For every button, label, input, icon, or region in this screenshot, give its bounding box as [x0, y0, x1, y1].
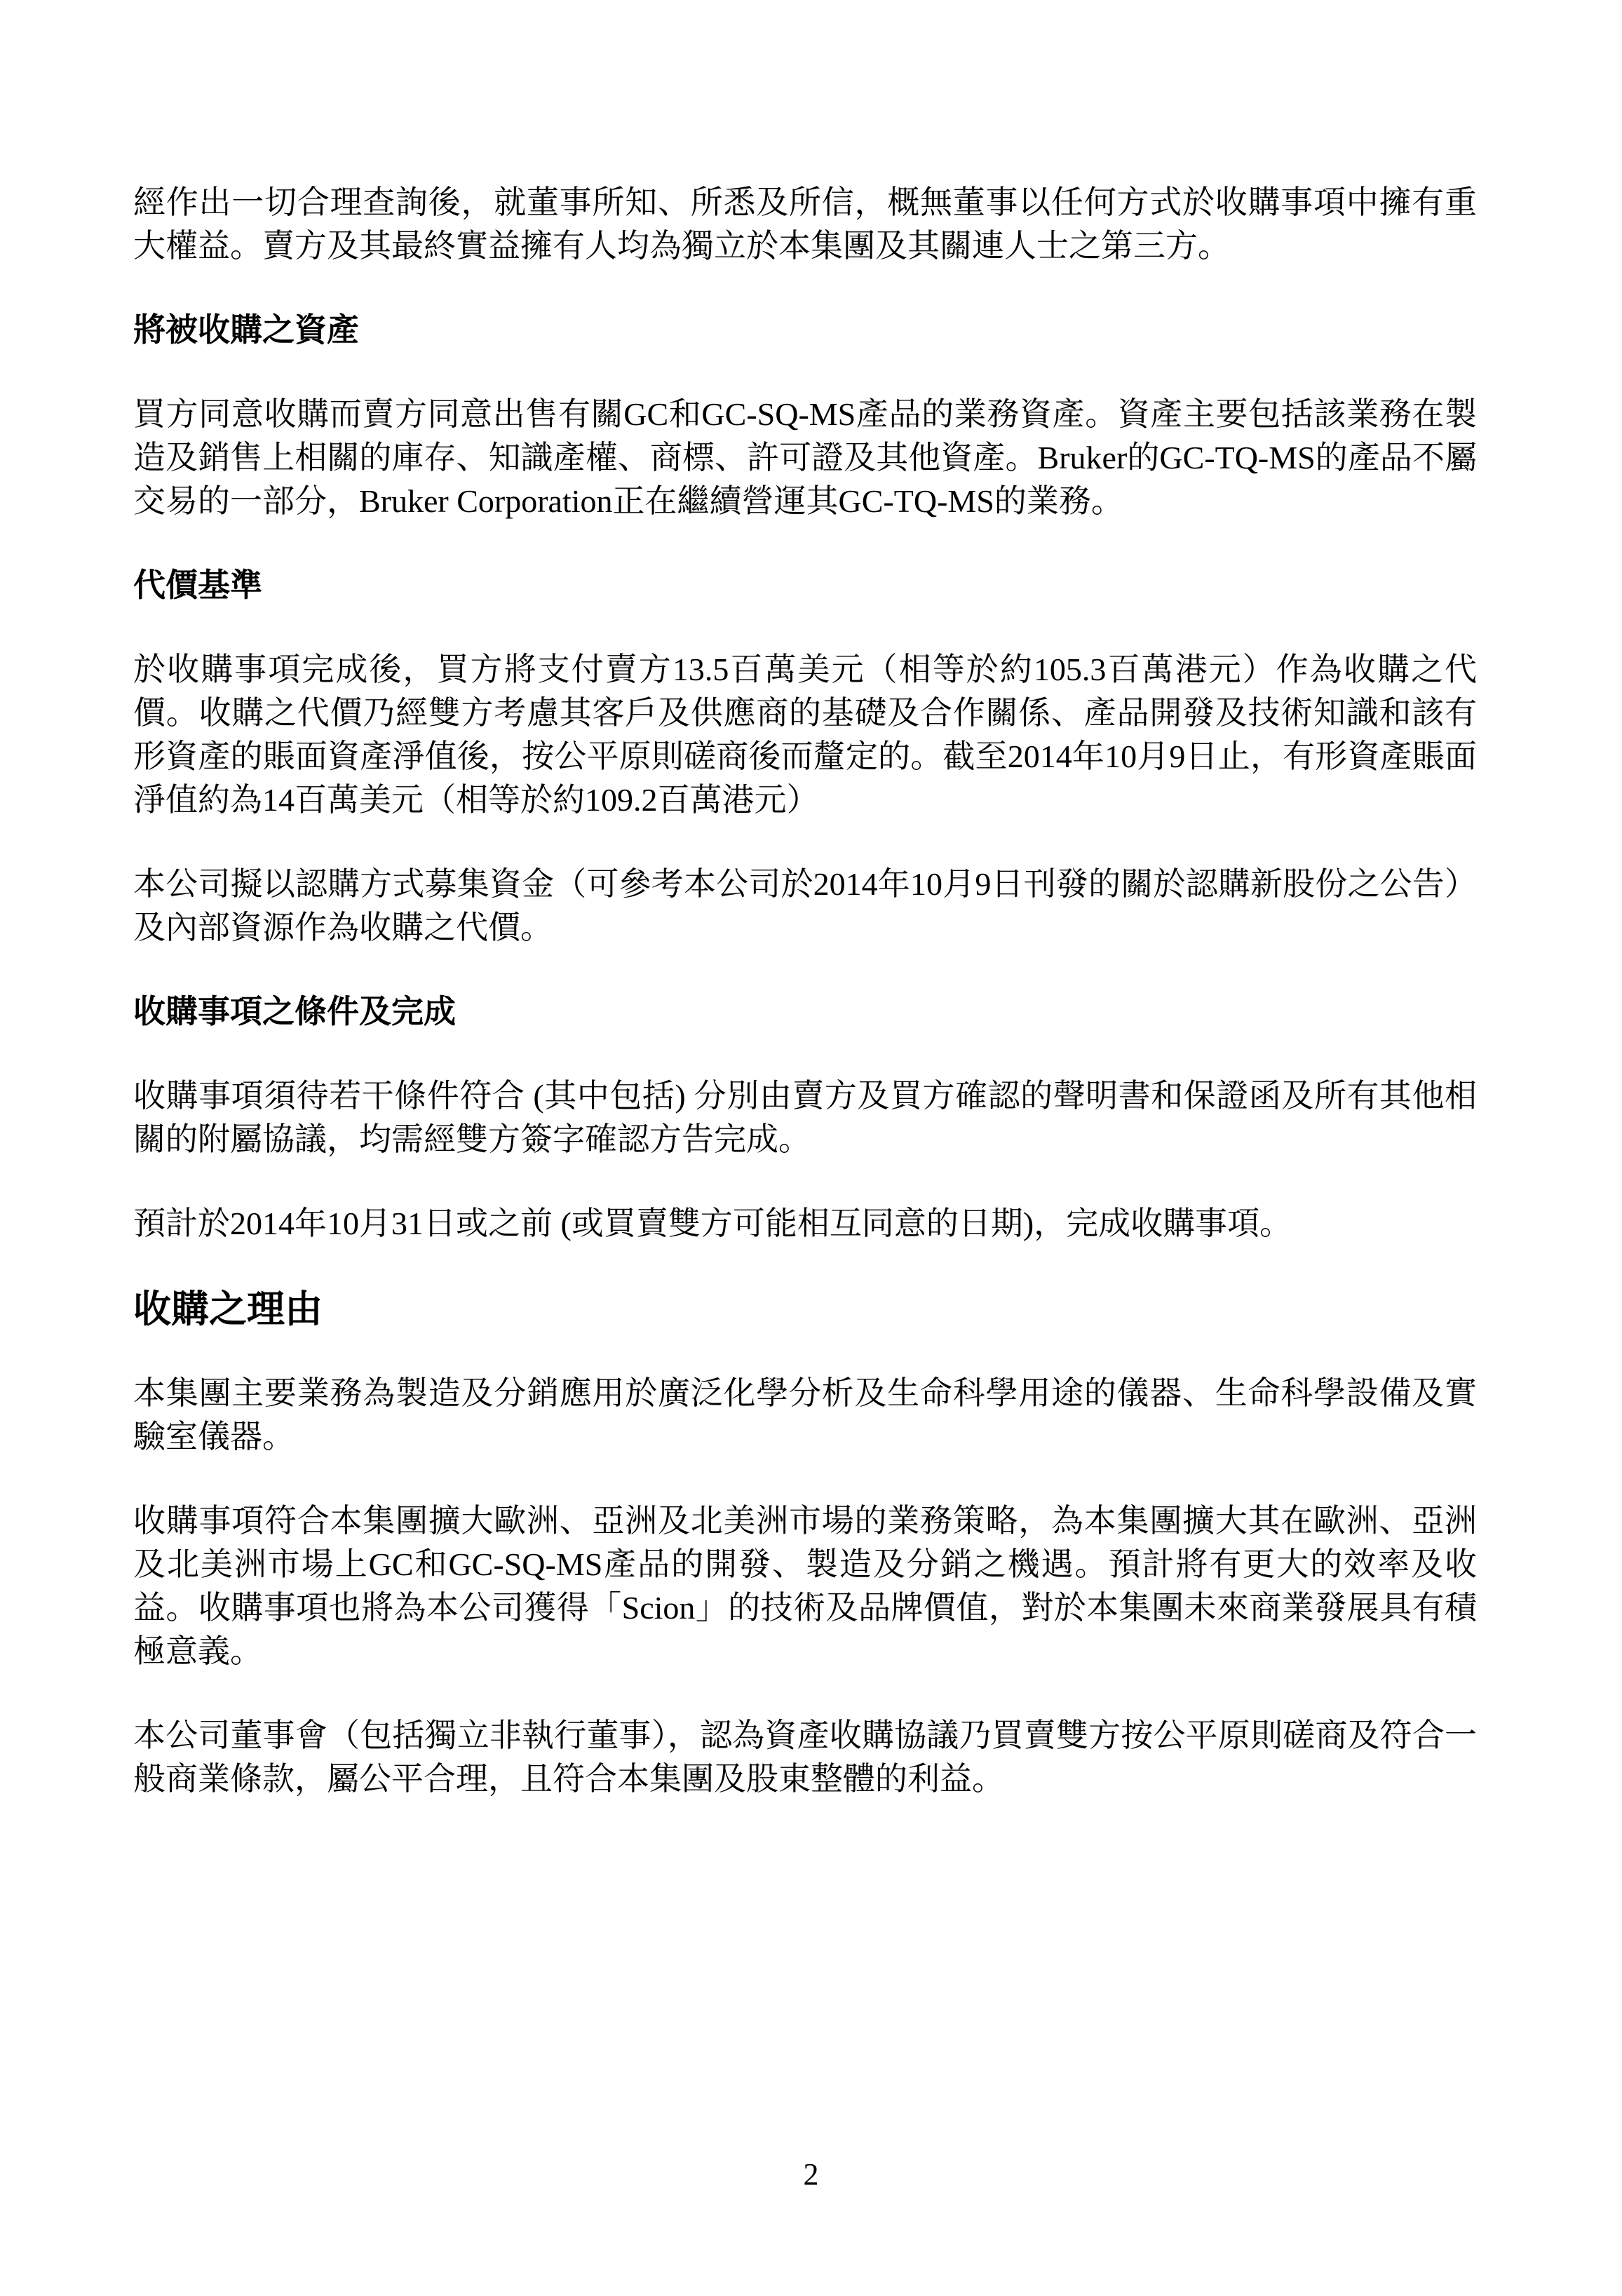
paragraph-funding-source: 本公司擬以認購方式募集資金（可參考本公司於2014年10月9日刊發的關於認購新股份之公告）及內部資源作為收購之代價。: [133, 866, 1477, 945]
heading-conditions-and-completion: 收購事項之條件及完成: [133, 994, 456, 1029]
paragraph-conditions: 收購事項須待若干條件符合 (其中包括) 分別由賣方及買方確認的聲明書和保證函及所有其他相關的附屬協議，均需經雙方簽字確認方告完成。: [133, 1078, 1477, 1157]
page-number: 2: [803, 2157, 819, 2192]
heading-reasons-for-acquisition: 收購之理由: [133, 1288, 323, 1330]
paragraph-group-principal-business: 本集團主要業務為製造及分銷應用於廣泛化學分析及生命科學用途的儀器、生命科學設備及實驗室儀器。: [133, 1375, 1477, 1454]
heading-assets-to-be-acquired: 將被收購之資產: [133, 312, 359, 348]
heading-basis-of-consideration: 代價基準: [133, 567, 262, 603]
paragraph-assets-description: 買方同意收購而賣方同意出售有關GC和GC-SQ-MS產品的業務資產。資產主要包括該業務在製造及銷售上相關的庫存、知識產權、商標、許可證及其他資產。Bruker的GC-TQ-MS的產品不屬交易的一部分，Bruker Corporation正在繼續營運其GC-TQ-MS的業務。: [133, 396, 1477, 519]
paragraph-expected-completion-date: 預計於2014年10月31日或之前 (或買賣雙方可能相互同意的日期)，完成收購事項。: [133, 1206, 1292, 1241]
document-body: [133, 181, 1477, 1842]
paragraph-board-opinion: 本公司董事會（包括獨立非執行董事），認為資產收購協議乃買賣雙方按公平原則磋商及符合一般商業條款，屬公平合理，且符合本集團及股東整體的利益。: [133, 1717, 1477, 1797]
paragraph-directors-no-interest: 經作出一切合理查詢後，就董事所知、所悉及所信，概無董事以任何方式於收購事項中擁有重大權益。賣方及其最終實益擁有人均為獨立於本集團及其關連人士之第三方。: [133, 184, 1477, 264]
paragraph-strategic-rationale: 收購事項符合本集團擴大歐洲、亞洲及北美洲市場的業務策略，為本集團擴大其在歐洲、亞洲及北美洲市場上GC和GC-SQ-MS產品的開發、製造及分銷之機遇。預計將有更大的效率及收益。收購事項也將為本公司獲得「Scion」的技術及品牌價值，對於本集團未來商業發展具有積極意義。: [133, 1503, 1477, 1669]
paragraph-consideration-details: 於收購事項完成後，買方將支付賣方13.5百萬美元（相等於約105.3百萬港元）作為收購之代價。收購之代價乃經雙方考慮其客戶及供應商的基礎及合作關係、產品開發及技術知識和該有形資產的賬面資產淨值後，按公平原則磋商後而釐定的。截至2014年10月9日止，有形資產賬面淨值約為14百萬美元（相等於約109.2百萬港元）: [133, 651, 1477, 818]
